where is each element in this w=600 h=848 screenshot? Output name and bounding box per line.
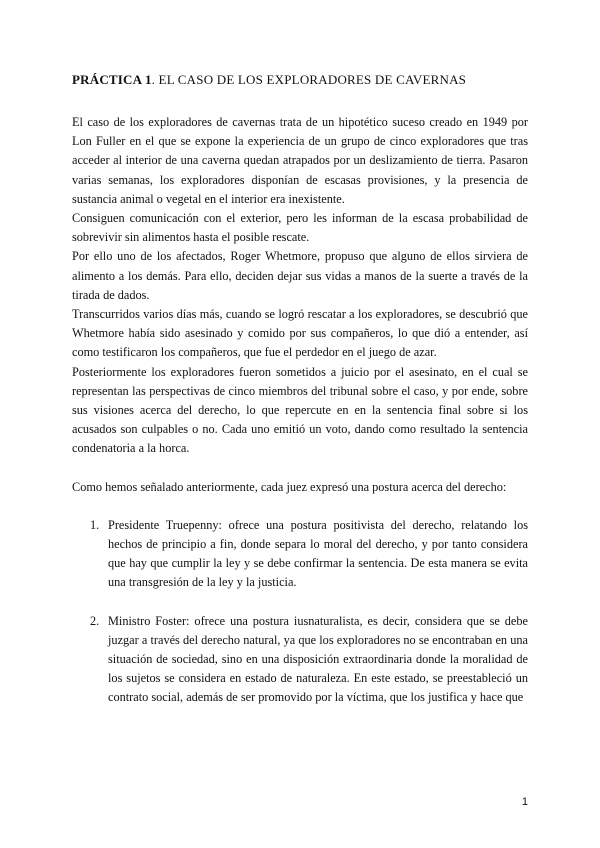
document-body [72, 113, 528, 708]
list-number: 1. [90, 517, 100, 532]
paragraph: Posteriormente los exploradores fueron sometidos a juicio por el asesinato, en el cual se representan las perspectivas de cinco miembros del tribunal sobre el caso, y por ende, sobre sus visiones acerca del derecho, lo que repercute en en la sentencia final sobre si los acusados son culpables o no. Cada uno emitió un voto, dando como resultado la sentencia condenatoria a la horca. [72, 364, 528, 456]
judges-list [72, 516, 528, 708]
list-number: 2. [90, 613, 100, 628]
paragraph: Por ello uno de los afectados, Roger Whetmore, propuso que alguno de ellos sirviera de alimento a los demás. Para ello, deciden dejar sus vidas a manos de la suerte a través de la tirada de dados. [72, 249, 528, 302]
list-text: Ministro Foster: ofrece una postura iusnaturalista, es decir, considera que se debe juzgar a través del derecho natural, ya que los exploradores no se encontraban en una situación de sociedad, sino en una disposición extraordinaria donde la moralidad de los sujetos se considera en estado de naturaleza. En este estado, se preestableció un contrato social, además de ser promovido por la víctima, que los justifica y hace que [108, 613, 528, 705]
intro-paragraph: Como hemos señalado anteriormente, cada juez expresó una postura acerca del derecho: [72, 479, 507, 494]
paragraph: Consiguen comunicación con el exterior, pero les informan de la escasa probabilidad de sobrevivir sin alimentos hasta el posible rescate. [72, 211, 528, 245]
paragraph: El caso de los exploradores de cavernas trata de un hipotético suceso creado en 1949 por Lon Fuller en el que se expone la experiencia de un grupo de cinco exploradores que tras acceder al interior de una caverna quedan atrapados por un deslizamiento de tierra. Pasaron varias semanas, los exploradores disponían de escasas provisiones, y la presencia de sustancia animal o vegetal en el interior era inexistente. [72, 115, 528, 206]
list-item [72, 612, 528, 708]
title-bold: PRÁCTICA 1 [72, 72, 152, 87]
list-text: Presidente Truepenny: ofrece una postura positivista del derecho, relatando los hechos de principio a fin, donde separa lo moral del derecho, y por tanto considera que hay que cumplir la ley y se debe confirmar la sentencia. De esta manera se evita una transgresión de la ley y la justicia. [108, 517, 528, 590]
list-item [72, 516, 528, 593]
page-number: 1 [521, 796, 528, 808]
paragraph: Transcurridos varios días más, cuando se logró rescatar a los exploradores, se descubrió que Whetmore había sido asesinado y comido por sus compañeros, lo que dió a entender, así como testificaron los compañeros, que fue el perdedor en el juego de azar. [72, 307, 528, 360]
document-title [72, 72, 532, 88]
title-rest: . EL CASO DE LOS EXPLORADORES DE CAVERNAS [151, 72, 467, 87]
